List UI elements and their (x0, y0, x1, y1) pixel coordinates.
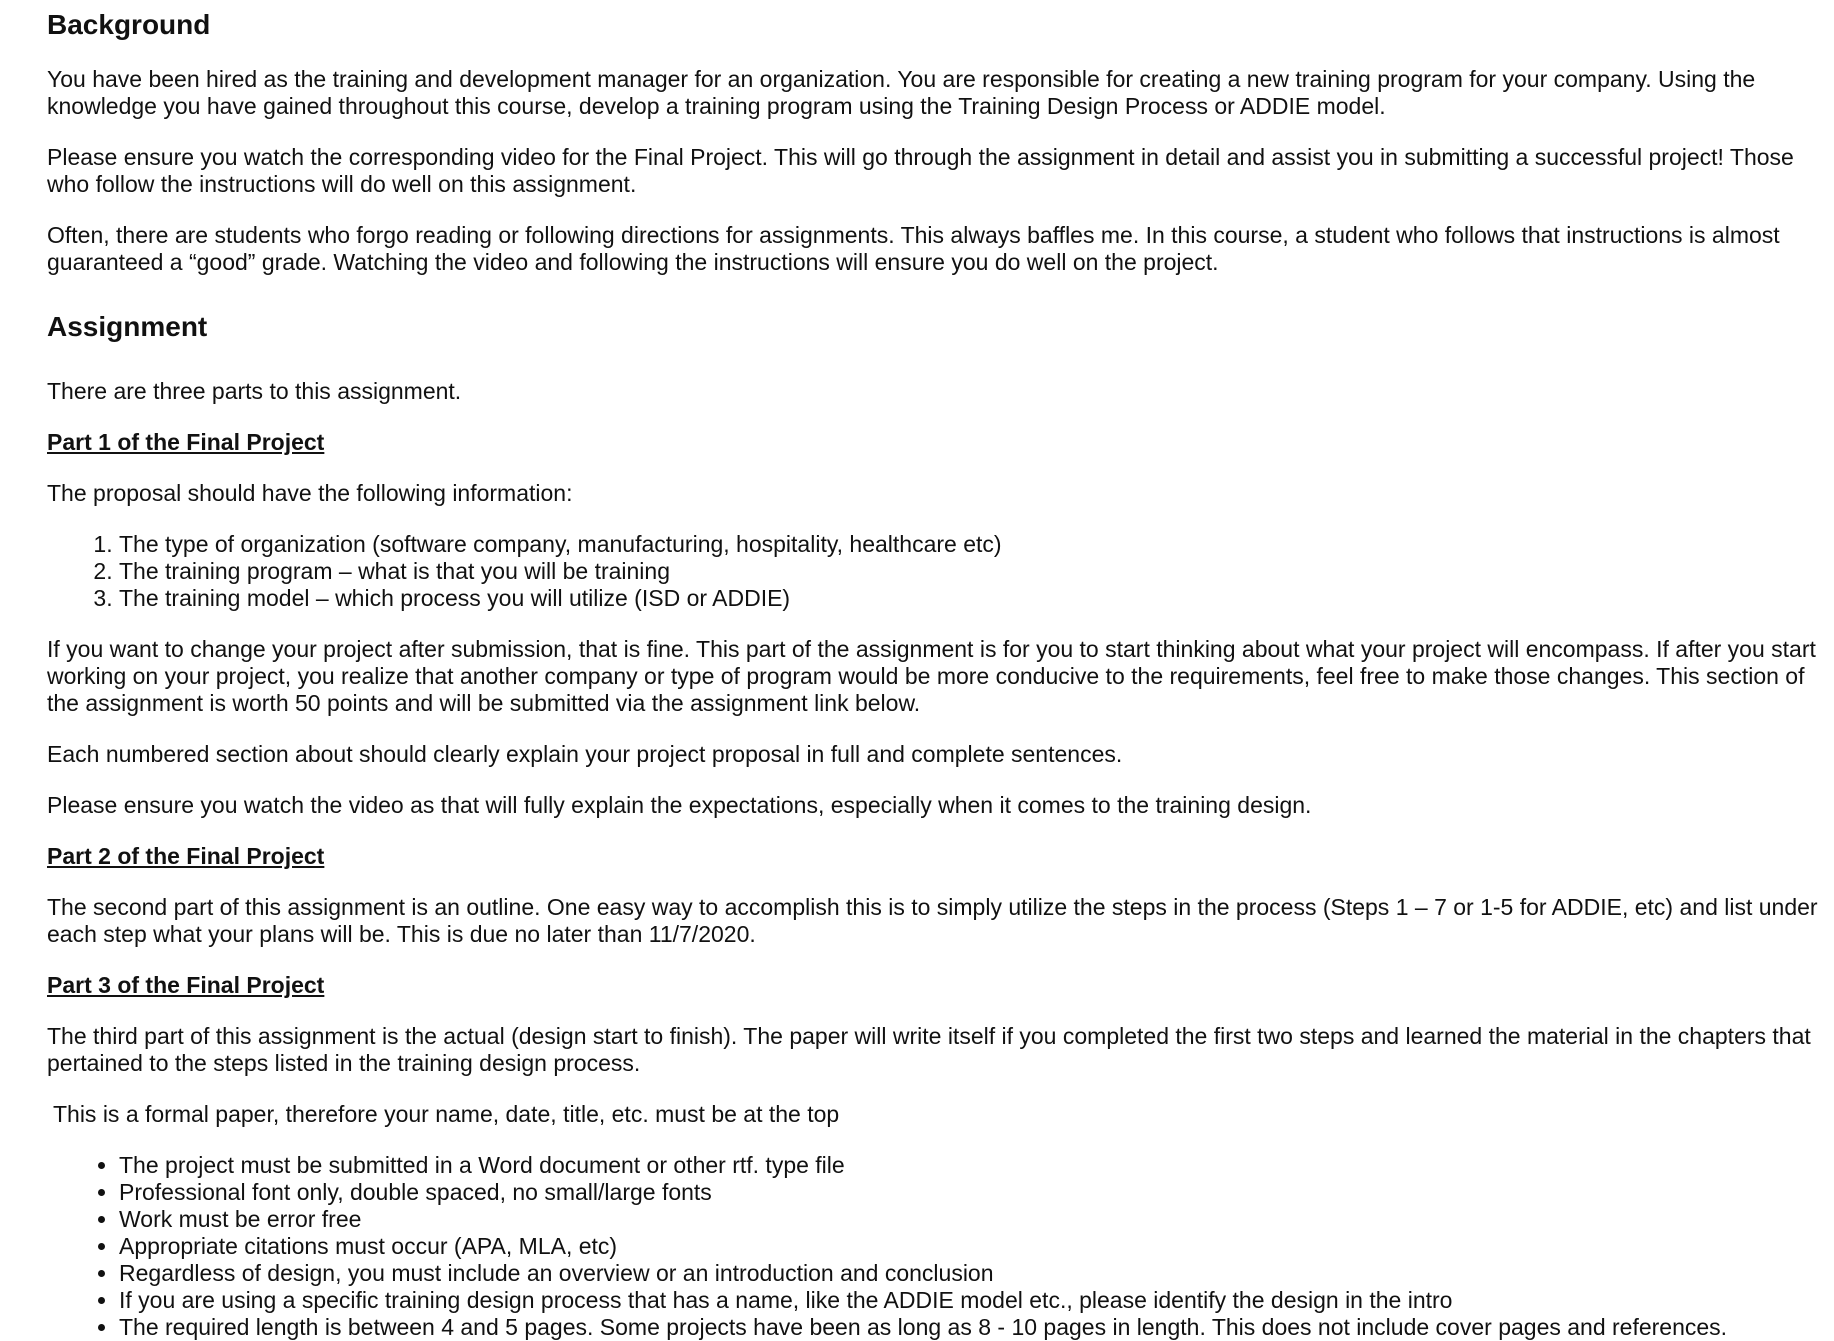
list-item: • Work must be error free (119, 1206, 1834, 1233)
list-item: • Regardless of design, you must include an overview or an introduction and conclusion (119, 1260, 1834, 1287)
part1-paragraph-1: If you want to change your project after submission, that is fine. This part of the assignment is for you to start thinking about what your project will encompass. If after you start working on your project, you realize that another company or type of program would be more conducive to the requirements, feel free to make those changes. This section of the assignment is worth 50 points and will be submitted via the assignment link below. (47, 636, 1816, 716)
part2-text: The second part of this assignment is an outline. One easy way to accomplish this is to simply utilize the steps in the process (Steps 1 – 7 or 1-5 for ADDIE, etc) and list under each step what your plans will be. This is due no later than 11/7/2020. (47, 894, 1818, 947)
list-item: • Professional font only, double spaced, no small/large fonts (119, 1179, 1834, 1206)
list-item: • The required length is between 4 and 5 pages. Some projects have been as long as 8 - 10 pages in length. This does not include cover pages and references. (119, 1314, 1834, 1341)
background-heading: Background (47, 9, 211, 40)
list-item: • The project must be submitted in a Word document or other rtf. type file (119, 1152, 1834, 1179)
part2-title: Part 2 of the Final Project (47, 843, 325, 869)
list-item: 1. The type of organization (software company, manufacturing, hospitality, healthcare etc) (119, 531, 1834, 558)
part3-bullet-list (47, 1152, 1834, 1341)
part3-formal-note: This is a formal paper, therefore your name, date, title, etc. must be at the top (47, 1101, 840, 1127)
part3-title: Part 3 of the Final Project (47, 972, 325, 998)
list-item: • Appropriate citations must occur (APA, MLA, etc) (119, 1233, 1834, 1260)
part1-lead: The proposal should have the following information: (47, 480, 573, 506)
background-paragraph-2: Please ensure you watch the corresponding video for the Final Project. This will go through the assignment in detail and assist you in submitting a successful project! Those who follow the instructions will do well on this assignment. (47, 144, 1794, 197)
list-item: 3. The training model – which process you will utilize (ISD or ADDIE) (119, 585, 1834, 612)
part3-text: The third part of this assignment is the actual (design start to finish). The paper will write itself if you completed the first two steps and learned the material in the chapters that pertained to the steps listed in the training design process. (47, 1023, 1811, 1076)
part1-numbered-list (47, 531, 1834, 612)
background-paragraph-3: Often, there are students who forgo reading or following directions for assignments. This always baffles me. In this course, a student who follows that instructions is almost guaranteed a “good” grade. Watching the video and following the instructions will ensure you do well on the project. (47, 222, 1780, 275)
list-item: 2. The training program – what is that you will be training (119, 558, 1834, 585)
list-item: • If you are using a specific training design process that has a name, like the ADDIE model etc., please identify the design in the intro (119, 1287, 1834, 1314)
part1-title: Part 1 of the Final Project (47, 429, 325, 455)
part1-paragraph-3: Please ensure you watch the video as that will fully explain the expectations, especially when it comes to the training design. (47, 792, 1312, 818)
assignment-intro: There are three parts to this assignment. (47, 378, 462, 404)
background-paragraph-1: You have been hired as the training and development manager for an organization. You are responsible for creating a new training program for your company. Using the knowledge you have gained throughout this course, develop a training program using the Training Design Process or ADDIE model. (47, 66, 1756, 119)
assignment-heading: Assignment (47, 311, 208, 342)
part1-paragraph-2: Each numbered section about should clearly explain your project proposal in full and complete sentences. (47, 741, 1123, 767)
